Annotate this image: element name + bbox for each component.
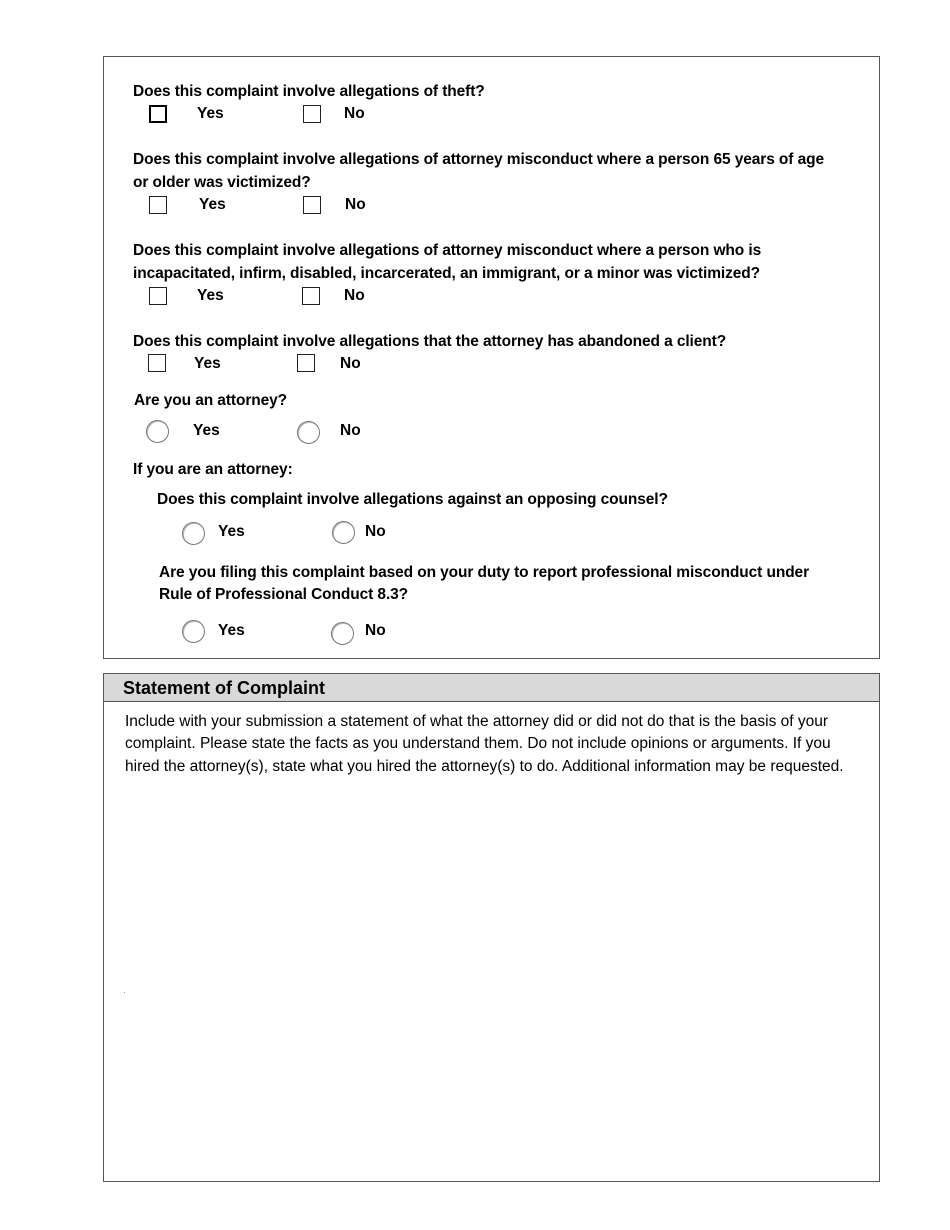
label-vulnerable-yes: Yes (197, 287, 224, 304)
question-opposing-counsel: Does this complaint involve allegations against an opposing counsel? (157, 491, 668, 508)
label-is-attorney-yes: Yes (193, 422, 220, 439)
checkbox-vulnerable-yes[interactable] (149, 287, 167, 305)
radio-duty-report-no[interactable] (331, 622, 354, 645)
statement-text-area[interactable] (124, 992, 125, 993)
checkbox-age65-yes[interactable] (149, 196, 167, 214)
label-age65-yes: Yes (199, 196, 226, 213)
statement-title: Statement of Complaint (123, 678, 326, 698)
radio-is-attorney-no[interactable] (297, 421, 320, 444)
statement-section (103, 673, 880, 1182)
question-vulnerable-line2: incapacitated, infirm, disabled, incarcerated, an immigrant, or a minor was victimized? (133, 265, 760, 282)
question-abandoned: Does this complaint involve allegations that the attorney has abandoned a client? (133, 333, 727, 350)
checkbox-vulnerable-no[interactable] (302, 287, 320, 305)
questions-section (103, 56, 880, 659)
if-attorney-label: If you are an attorney: (133, 461, 293, 478)
label-is-attorney-no: No (340, 422, 361, 439)
label-vulnerable-no: No (344, 287, 365, 304)
statement-header (104, 674, 879, 702)
label-duty-report-yes: Yes (218, 622, 245, 639)
checkbox-abandoned-no[interactable] (297, 354, 315, 372)
radio-opposing-counsel-yes[interactable] (182, 522, 205, 545)
radio-is-attorney-yes[interactable] (146, 420, 169, 443)
radio-opposing-counsel-no[interactable] (332, 521, 355, 544)
label-duty-report-no: No (365, 622, 386, 639)
question-vulnerable-line1: Does this complaint involve allegations of attorney misconduct where a person who is (133, 242, 762, 259)
question-duty-report-line1: Are you filing this complaint based on your duty to report professional misconduct under (159, 564, 810, 581)
question-duty-report-line2: Rule of Professional Conduct 8.3? (159, 586, 409, 603)
question-age65-line2: or older was victimized? (133, 174, 311, 191)
checkbox-theft-no[interactable] (303, 105, 321, 123)
label-opposing-counsel-no: No (365, 523, 386, 540)
checkbox-theft-yes[interactable] (149, 105, 167, 123)
question-age65-line1: Does this complaint involve allegations of attorney misconduct where a person 65 years of age (133, 151, 824, 168)
label-abandoned-no: No (340, 355, 361, 372)
label-age65-no: No (345, 196, 366, 213)
statement-instructions: Include with your submission a statement of what the attorney did or did not do that is the basis of your complaint. Please state the facts as you understand them. Do not include opinions or arguments. If you hired the attorney(s), state what you hired the attorney(s) to do. Additional information may be requested. (125, 713, 844, 775)
label-theft-yes: Yes (197, 105, 224, 122)
label-opposing-counsel-yes: Yes (218, 523, 245, 540)
question-is-attorney: Are you an attorney? (134, 392, 288, 409)
radio-duty-report-yes[interactable] (182, 620, 205, 643)
label-abandoned-yes: Yes (194, 355, 221, 372)
checkbox-abandoned-yes[interactable] (148, 354, 166, 372)
label-theft-no: No (344, 105, 365, 122)
question-theft: Does this complaint involve allegations of theft? (133, 83, 485, 100)
checkbox-age65-no[interactable] (303, 196, 321, 214)
